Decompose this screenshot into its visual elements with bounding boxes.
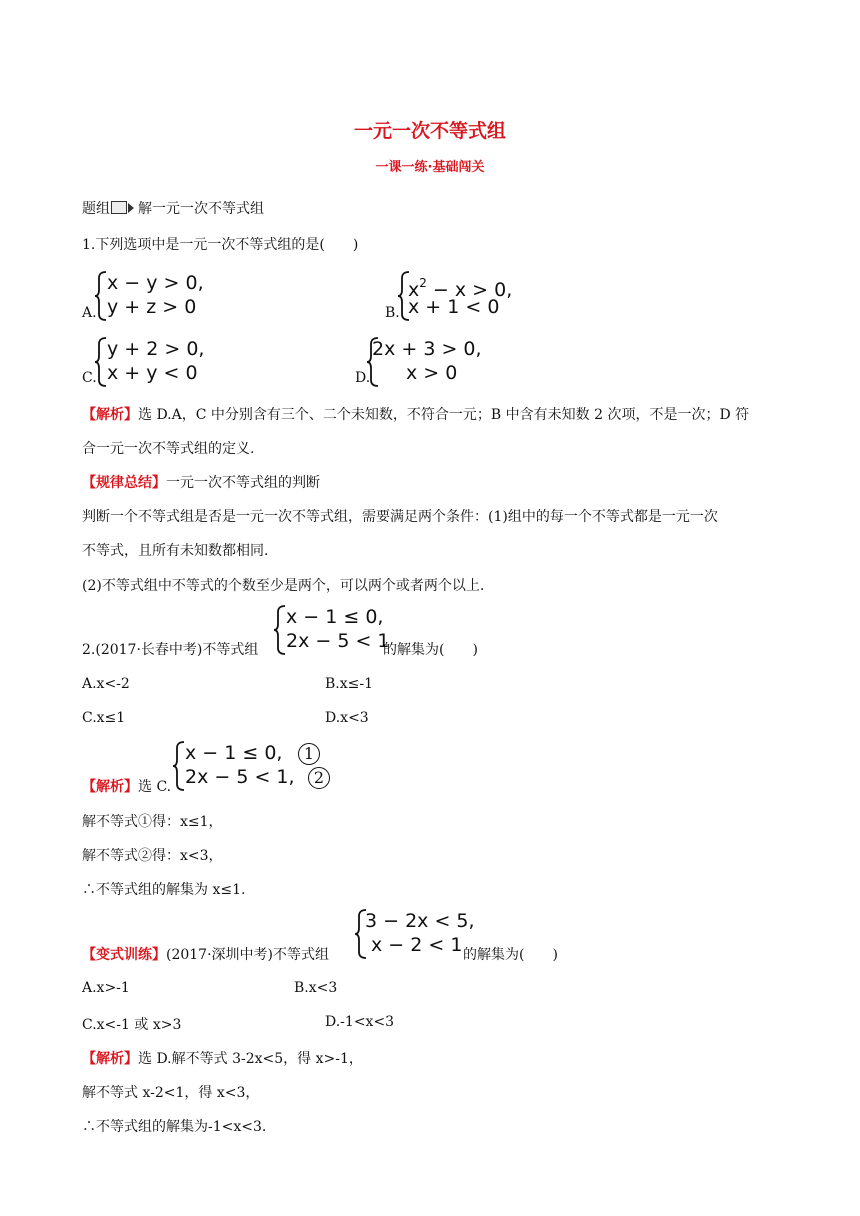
brace-icon: [172, 740, 186, 792]
page-title: 一元一次不等式组: [353, 120, 506, 142]
rule-line1: 判断一个不等式组是否是一元一次不等式组，需要满足两个条件：(1)组中的每一个不等式都是一元一次: [82, 509, 718, 525]
rule-tag: 【规律总结】: [82, 475, 166, 491]
rule-summary-heading: 【规律总结】一元一次不等式组的判断: [82, 475, 320, 491]
variant-analysis-line3: ∴不等式组的解集为-1<x<3.: [82, 1119, 267, 1135]
group-tag-icon: [111, 201, 127, 214]
q1-option-a-letter: A.: [82, 305, 97, 321]
variant-stem-post: 的解集为( ): [463, 947, 558, 963]
q1-b-line1: $x^2 - x > 0$,: [408, 276, 513, 301]
variant-option-d: D.-1<x<3: [325, 1014, 395, 1030]
analysis-tag: 【解析】: [82, 407, 138, 423]
analysis-tag: 【解析】: [82, 779, 138, 795]
q1-b-line2: x + 1 < 0: [408, 296, 500, 318]
page-subtitle: 一课一练·基础闯关: [375, 160, 485, 175]
q2-sys-line1: x − 1 ≤ 0,: [286, 606, 384, 628]
q1-option-d-system: [366, 336, 482, 388]
q2-system: [273, 604, 390, 656]
group-heading: [82, 198, 264, 218]
variant-analysis-line1: 【解析】选 D.解不等式 3-2x<5，得 x>-1，: [82, 1051, 363, 1067]
q1-option-c-system: [94, 336, 205, 388]
q2-stem-post: 的解集为( ): [383, 642, 478, 658]
q1-d-line1: 2x + 3 > 0,: [372, 338, 482, 360]
q1-c-line2: x + y < 0: [107, 362, 198, 384]
q1-option-a-system: [94, 270, 204, 322]
q1-analysis-line1: 【解析】选 D.A，C 中分别含有三个、二个未知数，不符合一元；B 中含有未知数 2 次项，不是一次；D 符: [82, 407, 750, 423]
q2-sys-line2: 2x − 5 < 1: [286, 630, 390, 652]
q2-option-d: D.x<3: [325, 710, 369, 726]
brace-icon: [94, 336, 108, 388]
variant-option-a: A.x>-1: [82, 980, 130, 996]
group-label: 解一元一次不等式组: [138, 201, 264, 217]
q1-c-line1: y + 2 > 0,: [107, 338, 205, 360]
variant-sys-line1: 3 − 2x < 5,: [365, 910, 475, 932]
q1-a-line2: y + z > 0: [107, 296, 197, 318]
q2-asys-line2: 2x − 5 < 1,: [185, 766, 295, 788]
variant-tag: 【变式训练】: [82, 947, 166, 963]
variant-option-b: B.x<3: [294, 980, 338, 996]
group-prefix: 题组: [82, 201, 110, 217]
variant-analysis-line2: 解不等式 x-2<1，得 x<3，: [82, 1085, 260, 1101]
circled-number-1: 1: [298, 743, 320, 765]
q2-step1: 解不等式①得：x≤1，: [82, 814, 223, 830]
play-arrow-icon: [128, 203, 134, 213]
q1-d-line2: x > 0: [406, 362, 458, 384]
brace-icon: [94, 270, 108, 322]
q1-stem: 1.下列选项中是一元一次不等式组的是( ): [82, 237, 359, 253]
q1-option-b-system: [397, 270, 513, 322]
q1-option-d-letter: D.: [355, 370, 371, 386]
variant-sys-line2: x − 2 < 1: [371, 934, 463, 956]
q2-option-b: B.x≤-1: [325, 676, 374, 692]
variant-system: [354, 908, 475, 960]
q2-asys-line1: x − 1 ≤ 0,: [185, 742, 283, 764]
q1-a-line1: x − y > 0,: [107, 272, 204, 294]
rule-line2: 不等式，且所有未知数都相同.: [82, 543, 269, 559]
circled-number-2: 2: [308, 767, 330, 789]
q1-analysis-line2: 合一元一次不等式组的定义.: [82, 441, 255, 457]
q1-option-c-letter: C.: [82, 370, 97, 386]
q2-step3: ∴不等式组的解集为 x≤1.: [82, 882, 246, 898]
variant-option-c: C.x<-1 或 x>3: [82, 1017, 182, 1033]
variant-stem-pre: 【变式训练】(2017·深圳中考)不等式组: [82, 947, 330, 963]
q2-analysis-system: [172, 740, 325, 792]
q1-option-b-letter: B.: [385, 305, 400, 321]
q2-analysis-head: 【解析】选 C.: [82, 779, 172, 795]
analysis-tag: 【解析】: [82, 1051, 138, 1067]
q2-stem-pre: 2.(2017·长春中考)不等式组: [82, 642, 259, 658]
q2-step2: 解不等式②得：x<3，: [82, 848, 223, 864]
brace-icon: [273, 604, 287, 656]
q2-option-c: C.x≤1: [82, 710, 126, 726]
rule-line3: (2)不等式组中不等式的个数至少是两个，可以两个或者两个以上.: [82, 578, 485, 594]
q2-option-a: A.x<-2: [82, 676, 130, 692]
